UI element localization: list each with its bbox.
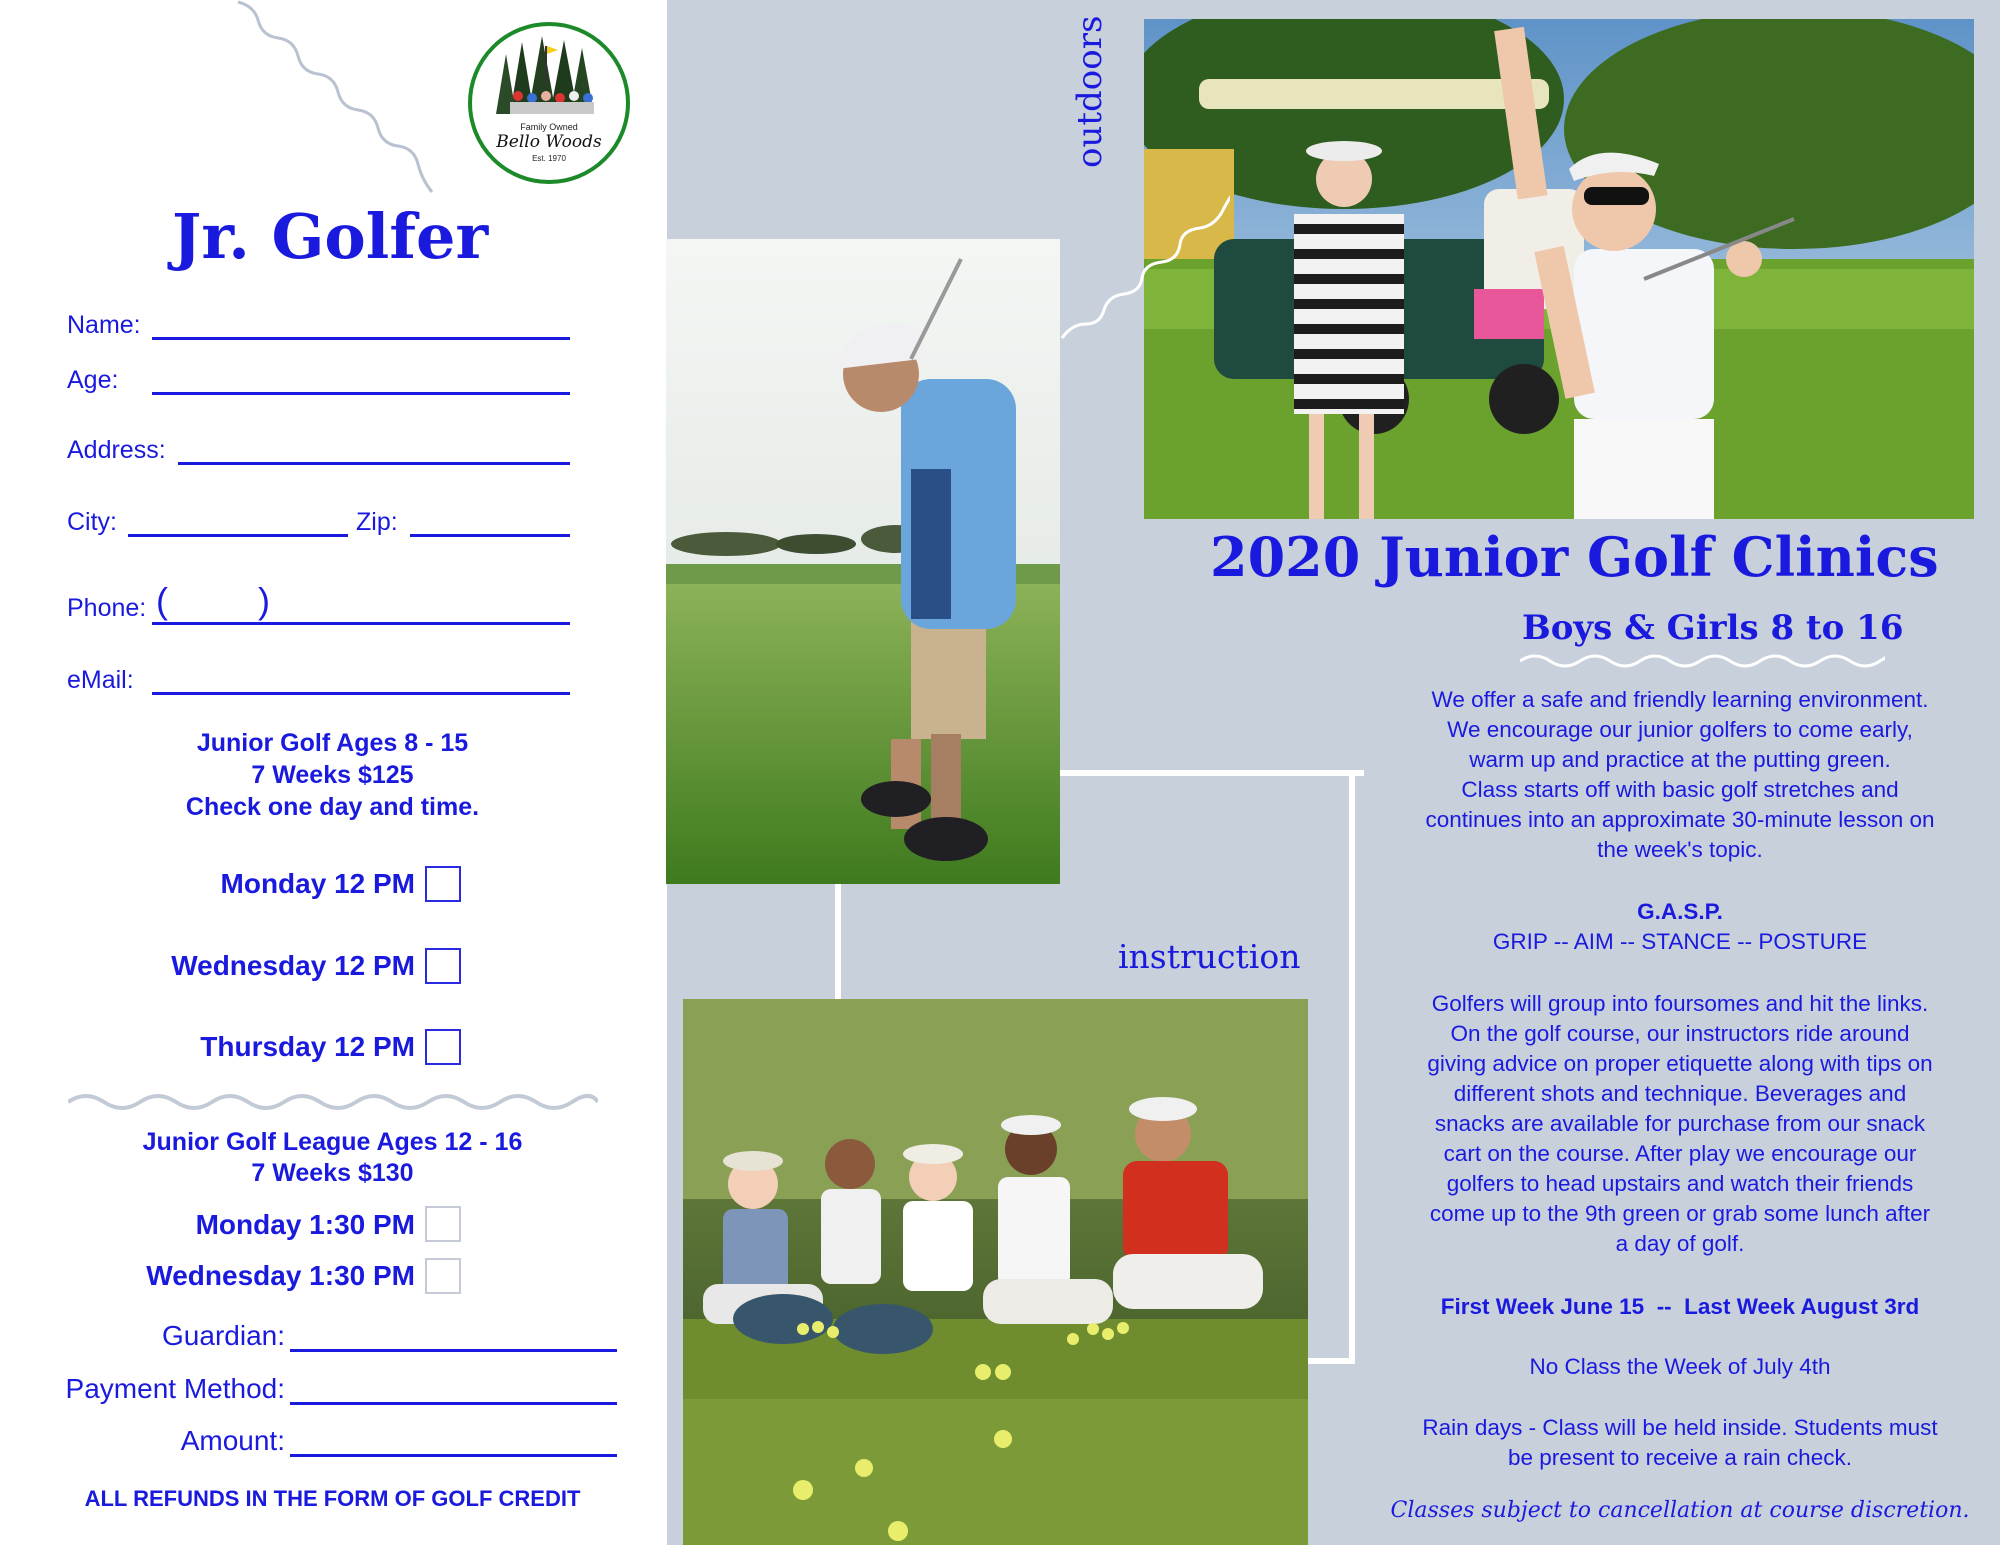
league-price: 7 Weeks $130	[251, 1159, 414, 1187]
decorative-wave-line	[230, 0, 450, 210]
junior-golf-heading: Junior Golf Ages 8 - 15	[196, 729, 469, 757]
play-line: On the golf course, our instructors ride around	[1450, 1021, 1910, 1046]
photo-golf-cart-kids	[1144, 19, 1974, 519]
option-wednesday-12pm-checkbox[interactable]	[425, 948, 461, 984]
gasp-line: GRIP -- AIM -- STANCE -- POSTURE	[1492, 929, 1868, 954]
bello-woods-logo	[468, 22, 630, 184]
intro-line: continues into an approximate 30-minute lesson on	[1425, 807, 1935, 832]
junior-golf-price: 7 Weeks $125	[251, 761, 414, 789]
intro-line: Class starts off with basic golf stretches and	[1461, 777, 1899, 802]
option-monday-12pm-checkbox[interactable]	[425, 866, 461, 902]
address-field[interactable]	[178, 462, 570, 465]
play-paragraph	[1380, 989, 1980, 1259]
age-field[interactable]	[152, 392, 570, 395]
guardian-label: Guardian:	[162, 1320, 285, 1351]
intro-paragraph	[1380, 685, 1980, 865]
zip-field[interactable]	[410, 534, 570, 537]
outdoors-label-wrapper	[1070, 15, 1130, 168]
city-label: City:	[67, 508, 117, 536]
group-kids-image	[683, 999, 1308, 1545]
registration-form-panel	[0, 0, 667, 1545]
decorative-squiggle	[1060, 175, 1230, 340]
gasp-heading: G.A.S.P.	[1637, 899, 1723, 924]
logo-established: Est. 1970	[532, 154, 566, 163]
option-wednesday-130pm-label: Wednesday 1:30 PM	[146, 1260, 415, 1291]
age-label: Age:	[67, 366, 119, 394]
play-line: snacks are available for purchase from our snack	[1434, 1111, 1926, 1136]
email-field[interactable]	[152, 692, 570, 695]
option-thursday-12pm-label: Thursday 12 PM	[200, 1031, 415, 1062]
address-label: Address:	[67, 436, 166, 464]
city-field[interactable]	[128, 534, 348, 537]
league-heading: Junior Golf League Ages 12 - 16	[142, 1128, 523, 1156]
logo-bello-woods: Bello Woods	[496, 132, 602, 152]
wavy-divider	[68, 1090, 598, 1114]
play-line: a day of golf.	[1615, 1231, 1745, 1256]
frame-line-top	[1060, 770, 1364, 776]
golf-cart-kids-image	[1144, 19, 1974, 519]
form-title: Jr. Golfer	[172, 200, 489, 273]
intro-line: We offer a safe and friendly learning environment.	[1431, 687, 1929, 712]
name-field[interactable]	[152, 337, 570, 340]
cancellation-disclaimer: Classes subject to cancellation at course discretion.	[1390, 1498, 1970, 1523]
frame-line-left	[835, 880, 841, 1000]
boy-swinging-image	[666, 239, 1060, 884]
play-line: different shots and technique. Beverages and	[1453, 1081, 1907, 1106]
tree-logo-icon	[492, 34, 606, 118]
guardian-field[interactable]	[290, 1349, 617, 1352]
zip-label: Zip:	[356, 508, 398, 536]
option-wednesday-12pm-label: Wednesday 12 PM	[171, 950, 415, 981]
play-line: Golfers will group into foursomes and hit the links.	[1431, 991, 1929, 1016]
phone-label: Phone:	[67, 594, 147, 622]
option-thursday-12pm-checkbox[interactable]	[425, 1029, 461, 1065]
phone-field[interactable]	[152, 622, 570, 625]
rain-policy	[1380, 1413, 1980, 1473]
play-line: come up to the 9th green or grab some lunch after	[1429, 1201, 1931, 1226]
brochure-subtitle: Boys & Girls 8 to 16	[1522, 608, 1904, 648]
logo-family-owned: Family Owned	[520, 122, 578, 132]
photo-boy-swinging	[666, 239, 1060, 884]
instruction-label: instruction	[1118, 937, 1301, 976]
option-monday-130pm-label: Monday 1:30 PM	[195, 1209, 415, 1240]
amount-label: Amount:	[180, 1425, 285, 1456]
email-label: eMail:	[67, 666, 134, 694]
name-label: Name:	[67, 311, 141, 339]
option-monday-12pm-label: Monday 12 PM	[220, 868, 415, 899]
subtitle-wave-underline	[1520, 652, 1885, 670]
play-line: golfers to head upstairs and watch their friends	[1446, 1171, 1914, 1196]
play-line: cart on the course. After play we encourage our	[1443, 1141, 1917, 1166]
intro-line: We encourage our junior golfers to come early,	[1447, 717, 1913, 742]
phone-area-code-parens: ( )	[156, 580, 270, 621]
refund-notice: ALL REFUNDS IN THE FORM OF GOLF CREDIT	[84, 1486, 581, 1511]
outdoors-label: outdoors	[1070, 15, 1110, 168]
no-class-notice: No Class the Week of July 4th	[1529, 1354, 1831, 1379]
payment-method-field[interactable]	[290, 1402, 617, 1405]
payment-method-label: Payment Method:	[65, 1373, 285, 1404]
photo-group-kids	[683, 999, 1308, 1545]
brochure-title: 2020 Junior Golf Clinics	[1210, 525, 1939, 589]
option-monday-130pm-checkbox[interactable]	[425, 1206, 461, 1242]
play-line: giving advice on proper etiquette along with tips on	[1427, 1051, 1933, 1076]
junior-golf-instruction: Check one day and time.	[185, 793, 480, 821]
rain-line: Rain days - Class will be held inside. Students must	[1422, 1415, 1938, 1440]
intro-line: the week's topic.	[1597, 837, 1763, 862]
season-dates: First Week June 15 -- Last Week August 3rd	[1440, 1294, 1920, 1319]
frame-line-right	[1349, 770, 1355, 1364]
option-wednesday-130pm-checkbox[interactable]	[425, 1258, 461, 1294]
amount-field[interactable]	[290, 1454, 617, 1457]
frame-line-bottom	[1300, 1358, 1355, 1364]
rain-line: be present to receive a rain check.	[1508, 1445, 1852, 1470]
intro-line: warm up and practice at the putting green.	[1469, 747, 1891, 772]
